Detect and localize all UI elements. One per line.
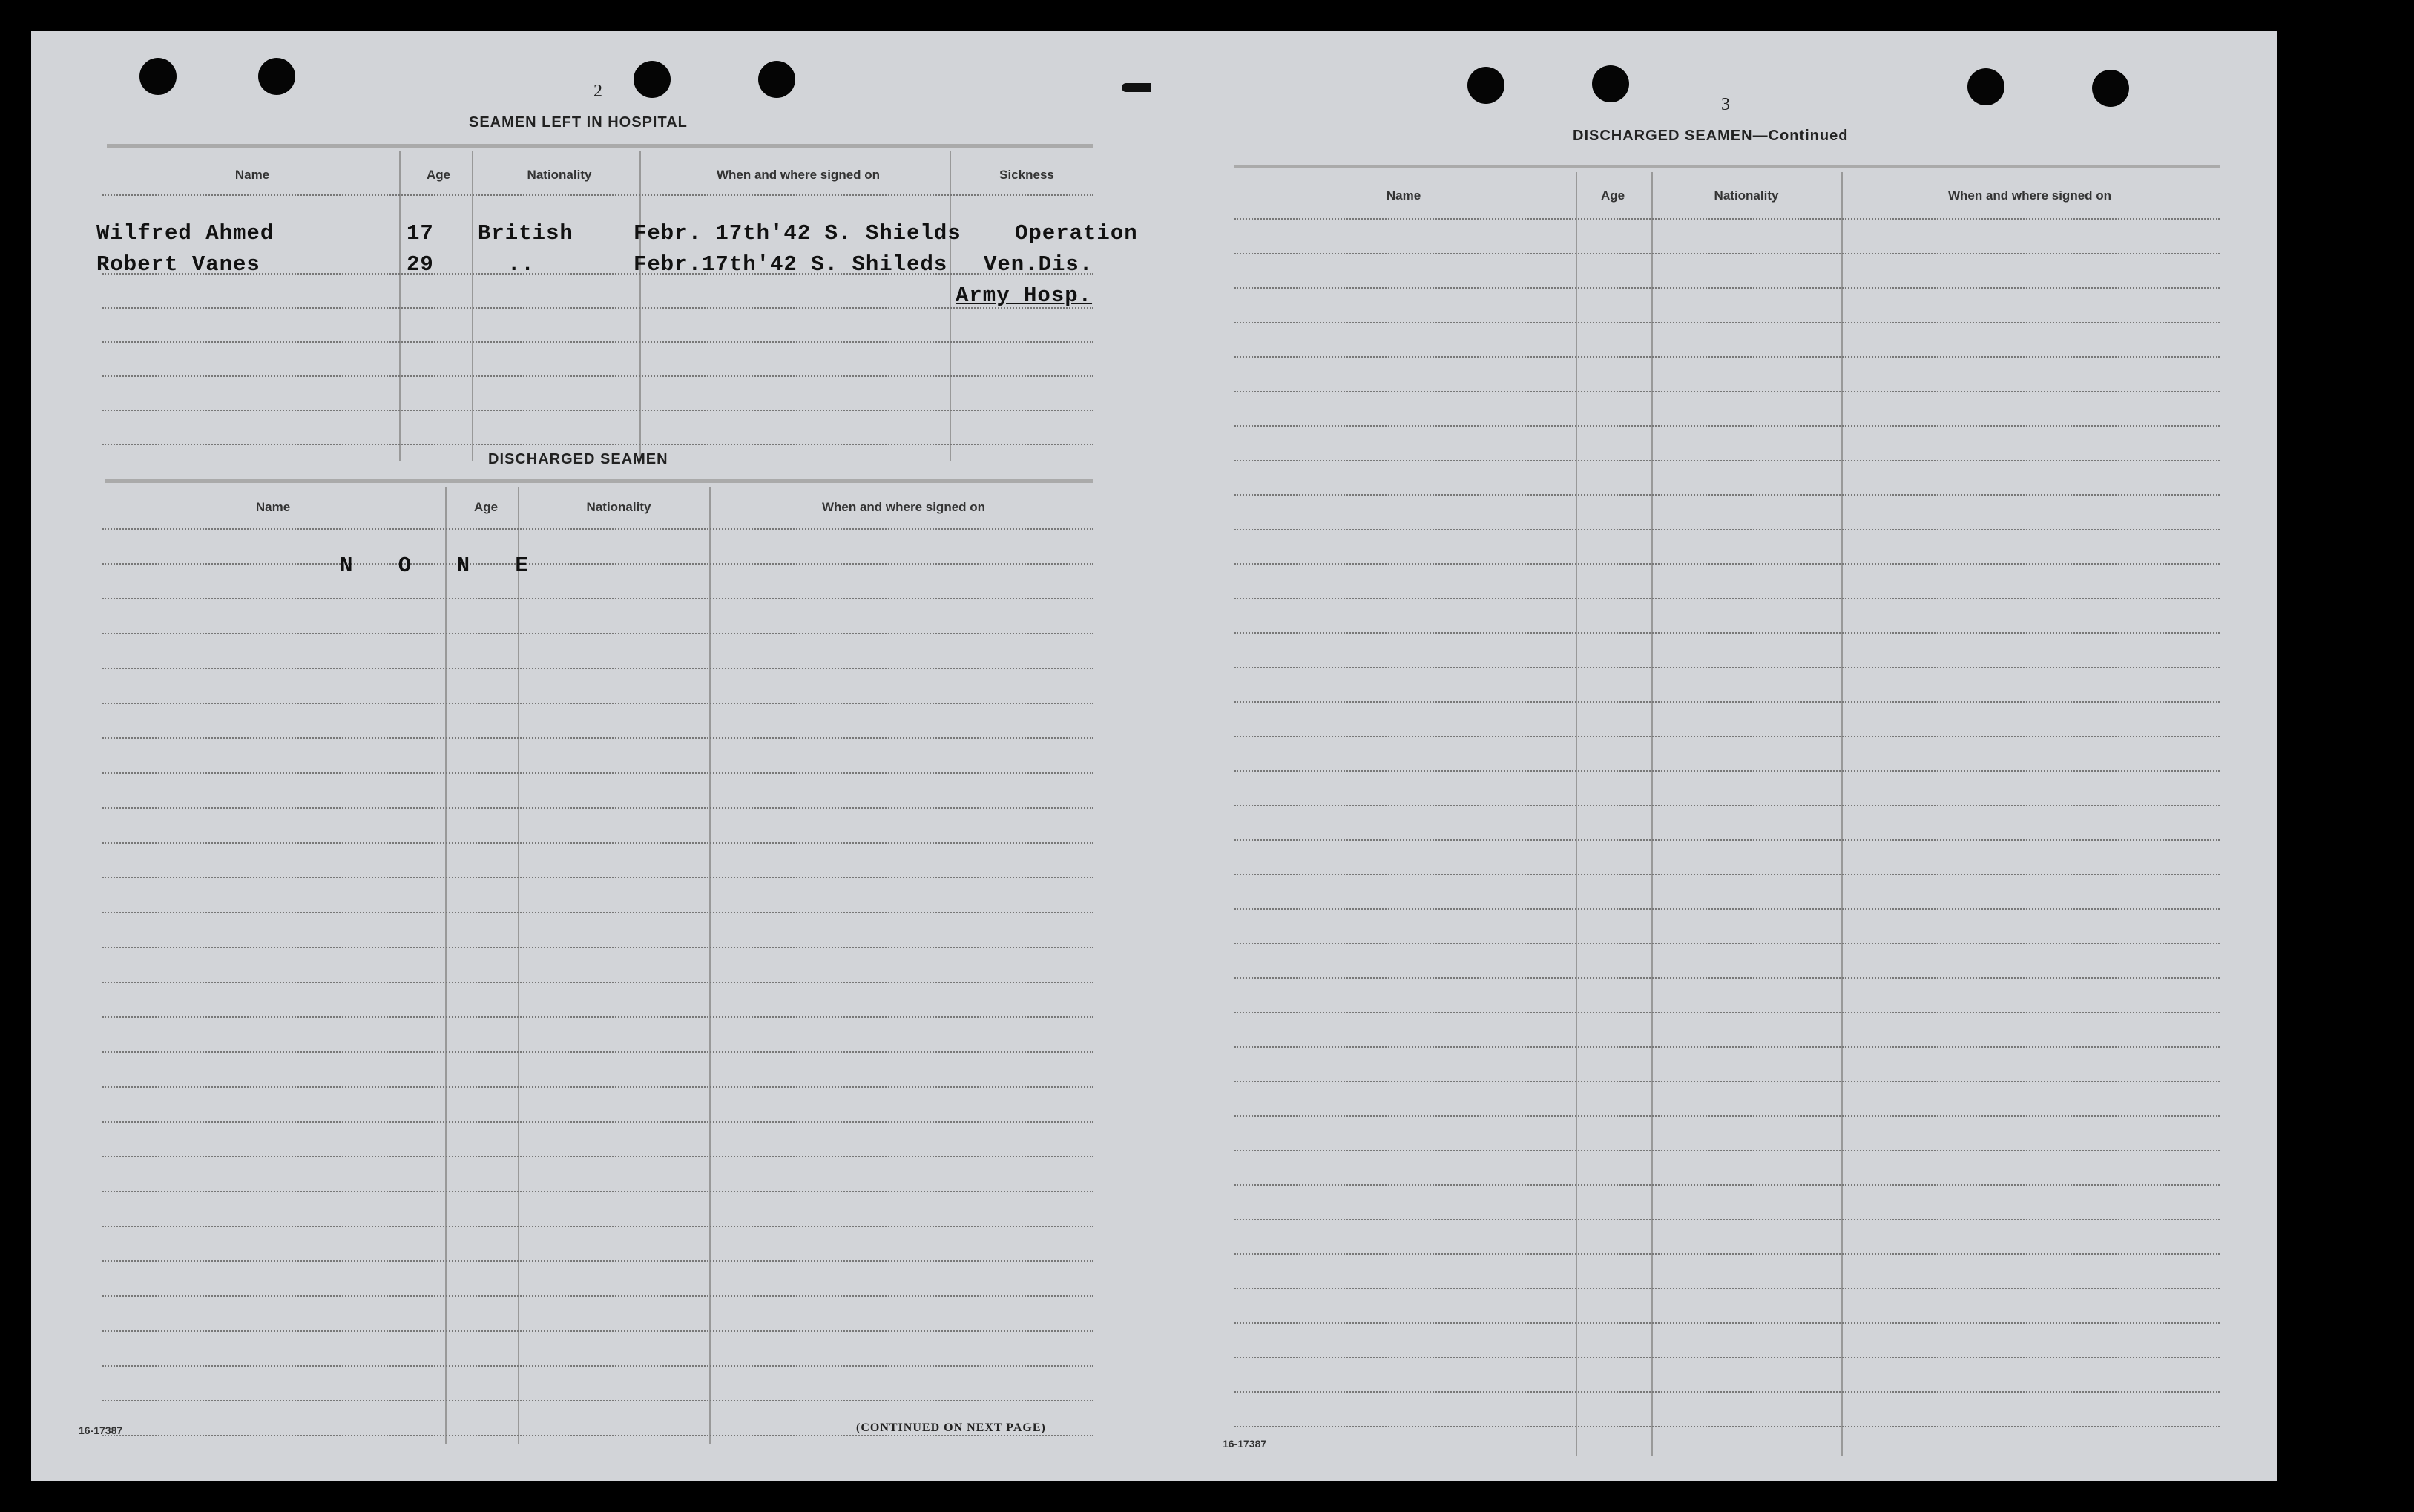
- seaman-age: 17: [407, 221, 434, 246]
- form-number: 16-17387: [1223, 1438, 1267, 1450]
- column-header-age: Age: [426, 168, 451, 182]
- column-divider: [1576, 172, 1577, 1456]
- table-rule: [1234, 736, 2220, 737]
- column-divider: [709, 487, 711, 1444]
- table-rule: [1234, 425, 2220, 427]
- page-number: 2: [593, 82, 602, 101]
- table-rule: [1234, 598, 2220, 599]
- seaman-sickness: Ven.Dis.: [984, 252, 1093, 277]
- column-divider: [518, 487, 519, 1444]
- table-rule: [102, 1156, 1093, 1157]
- table-rule: [102, 877, 1093, 878]
- table-rule: [1234, 1046, 2220, 1048]
- punch-hole: [1467, 67, 1504, 104]
- column-header-name: Name: [255, 500, 291, 514]
- table-rule: [1234, 1184, 2220, 1186]
- table-rule: [102, 912, 1093, 913]
- table-rule: [1234, 977, 2220, 979]
- table-rule: [102, 1295, 1093, 1297]
- page-number: 3: [1721, 95, 1730, 114]
- discharged-section-title: DISCHARGED SEAMEN: [488, 451, 668, 467]
- table-rule: [1234, 1081, 2220, 1082]
- left-page: [31, 31, 1151, 1481]
- column-header-signed-on: When and where signed on: [1947, 188, 2112, 203]
- table-rule: [1234, 1322, 2220, 1324]
- table-rule: [1234, 1012, 2220, 1013]
- punch-hole: [634, 61, 671, 98]
- column-divider: [445, 487, 447, 1444]
- table-rule: [102, 1016, 1093, 1018]
- table-rule: [1234, 805, 2220, 806]
- table-rule: [102, 1191, 1093, 1192]
- column-header-age: Age: [473, 500, 499, 514]
- column-header-name: Name: [1386, 188, 1421, 203]
- table-rule: [102, 1330, 1093, 1332]
- table-rule: [1234, 287, 2220, 289]
- table-rule: [102, 842, 1093, 844]
- table-rule: [102, 947, 1093, 948]
- column-header-signed-on: When and where signed on: [716, 168, 881, 182]
- seaman-signed-on: Febr. 17th'42 S. Shields: [634, 221, 961, 246]
- seaman-signed-on: Febr.17th'42 S. Shileds: [634, 252, 948, 277]
- seaman-age: 29: [407, 252, 434, 277]
- punch-hole: [1592, 65, 1629, 102]
- column-divider: [950, 151, 951, 461]
- column-header-nationality: Nationality: [586, 500, 651, 514]
- table-rule: [102, 1365, 1093, 1367]
- column-header-age: Age: [1600, 188, 1625, 203]
- seaman-nationality: ..: [507, 252, 535, 277]
- table-rule: [102, 1086, 1093, 1088]
- table-rule: [102, 1435, 1093, 1436]
- column-header-signed-on: When and where signed on: [821, 500, 986, 514]
- column-divider: [1651, 172, 1653, 1456]
- hospital-section-title: SEAMEN LEFT IN HOSPITAL: [469, 114, 688, 131]
- table-rule: [102, 307, 1093, 309]
- table-rule: [102, 633, 1093, 634]
- table-rule: [1234, 874, 2220, 875]
- table-rule: [1234, 218, 2220, 220]
- table-rule: [1234, 632, 2220, 634]
- column-header-nationality: Nationality: [1714, 188, 1779, 203]
- right-page: [1151, 31, 2277, 1481]
- punch-hole: [758, 61, 795, 98]
- punch-hole: [2092, 70, 2129, 107]
- table-rule: [102, 1121, 1093, 1123]
- table-rule: [102, 982, 1093, 983]
- table-rule: [102, 410, 1093, 411]
- table-rule: [1234, 1219, 2220, 1220]
- seaman-name: Wilfred Ahmed: [96, 221, 274, 246]
- table-rule: [1234, 322, 2220, 323]
- table-rule: [1234, 667, 2220, 668]
- table-rule: [102, 598, 1093, 599]
- table-rule: [1234, 1426, 2220, 1427]
- punch-hole: [258, 58, 295, 95]
- table-rule: [1234, 1391, 2220, 1393]
- table-rule: [102, 668, 1093, 669]
- table-rule: [102, 1226, 1093, 1227]
- table-rule: [1234, 165, 2220, 168]
- table-rule: [1234, 1288, 2220, 1289]
- punch-hole: [1967, 68, 2004, 105]
- table-rule: [1234, 356, 2220, 358]
- table-rule: [102, 563, 1093, 565]
- table-rule: [1234, 253, 2220, 254]
- none-entry: N O N E: [340, 553, 545, 578]
- punch-hole: [139, 58, 177, 95]
- form-number: 16-17387: [79, 1424, 123, 1436]
- table-rule: [1234, 529, 2220, 530]
- seaman-sickness-extra: Army Hosp.: [956, 283, 1093, 308]
- table-rule: [102, 375, 1093, 377]
- table-rule: [1234, 770, 2220, 772]
- column-divider: [472, 151, 473, 461]
- table-rule: [102, 341, 1093, 343]
- table-rule: [1234, 563, 2220, 565]
- table-rule: [107, 144, 1093, 148]
- table-rule: [1234, 701, 2220, 703]
- table-rule: [105, 479, 1093, 483]
- seaman-sickness: Operation: [1015, 221, 1138, 246]
- table-rule: [1234, 1150, 2220, 1151]
- column-divider: [399, 151, 401, 461]
- seaman-nationality: British: [478, 221, 573, 246]
- table-rule: [102, 444, 1093, 445]
- table-rule: [102, 1051, 1093, 1053]
- seaman-name: Robert Vanes: [96, 252, 260, 277]
- continued-note: (CONTINUED ON NEXT PAGE): [856, 1421, 1046, 1434]
- table-rule: [1234, 460, 2220, 461]
- table-rule: [1234, 1253, 2220, 1255]
- table-rule: [102, 528, 1093, 530]
- table-rule: [102, 703, 1093, 704]
- table-rule: [1234, 494, 2220, 496]
- table-rule: [1234, 391, 2220, 392]
- table-rule: [1234, 943, 2220, 944]
- table-rule: [102, 772, 1093, 774]
- table-rule: [102, 1260, 1093, 1262]
- table-rule: [102, 1400, 1093, 1401]
- table-rule: [102, 737, 1093, 739]
- table-rule: [1234, 908, 2220, 910]
- table-rule: [102, 194, 1093, 196]
- table-rule: [102, 807, 1093, 809]
- column-divider: [639, 151, 641, 461]
- table-rule: [1234, 1115, 2220, 1117]
- table-rule: [1234, 1357, 2220, 1358]
- column-divider: [1841, 172, 1843, 1456]
- column-header-name: Name: [234, 168, 270, 182]
- column-header-sickness: Sickness: [999, 168, 1054, 182]
- column-header-nationality: Nationality: [527, 168, 592, 182]
- table-rule: [1234, 839, 2220, 841]
- discharged-continued-title: DISCHARGED SEAMEN—Continued: [1573, 128, 1849, 144]
